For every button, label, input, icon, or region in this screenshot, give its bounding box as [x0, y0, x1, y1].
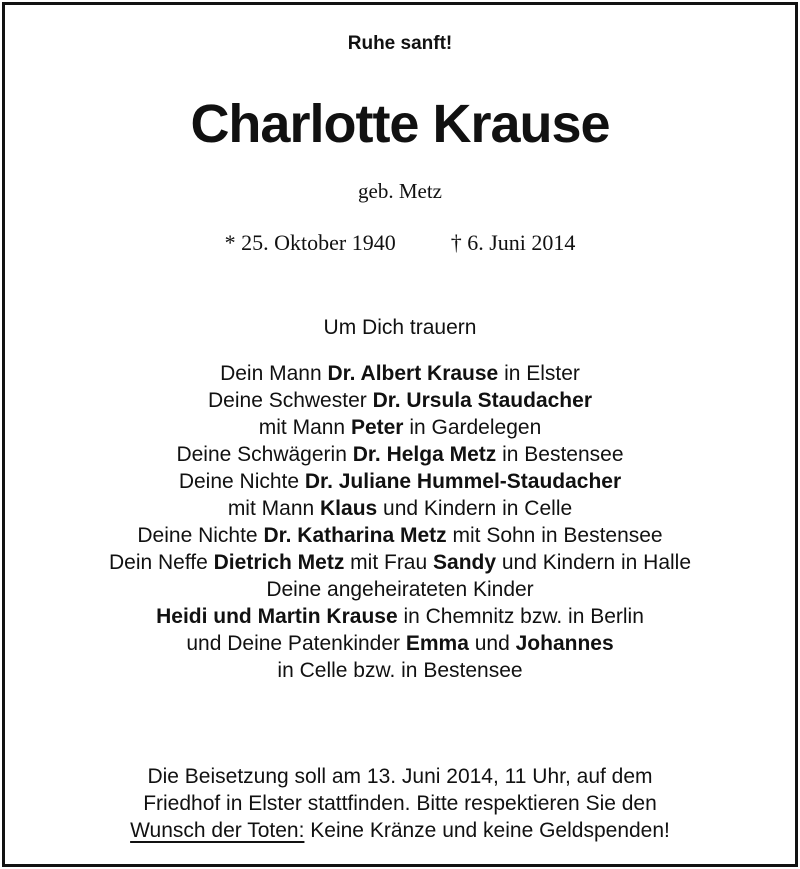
mourning-intro: Um Dich trauern: [323, 316, 477, 339]
mourner-line: [5, 387, 795, 414]
birth-date: * 25. Oktober 1940: [224, 230, 396, 255]
mourner-name: Dr. Helga Metz: [352, 443, 497, 466]
mourner-line: [5, 576, 795, 603]
notice-line: Die Beisetzung soll am 13. Juni 2014, 11 Uhr, auf dem: [147, 765, 653, 788]
greeting: Ruhe sanft!: [347, 33, 453, 54]
notice-line: Friedhof in Elster stattfinden. Bitte respektieren Sie den: [143, 792, 657, 815]
mourner-name: Klaus: [320, 497, 378, 520]
mourner-line: [5, 468, 795, 495]
mourner-text: Dein Mann: [220, 362, 328, 385]
funeral-notice: [5, 763, 795, 844]
mourner-name: Heidi und Martin Krause: [156, 605, 398, 628]
mourner-text: mit Mann: [227, 497, 321, 520]
mourner-text: in Chemnitz bzw. in Berlin: [397, 605, 644, 628]
mourner-name: Dr. Albert Krause: [327, 362, 499, 385]
mourner-name: Dr. Juliane Hummel-Staudacher: [304, 470, 622, 493]
mourner-line: [5, 549, 795, 576]
mourner-text: in Gardelegen: [403, 416, 542, 439]
mourner-line: [5, 603, 795, 630]
mourner-text: in Elster: [498, 362, 580, 385]
notice-underlined-text: Wunsch der Toten:: [130, 819, 305, 842]
mourner-line: [5, 441, 795, 468]
mourner-text: und Deine Patenkinder: [186, 632, 406, 655]
mourner-text: und Kindern in Halle: [496, 551, 692, 574]
mourner-text: Deine Nichte: [178, 470, 305, 493]
mourner-name: Dr. Ursula Staudacher: [372, 389, 592, 412]
mourner-name: Emma: [405, 632, 469, 655]
mourner-line: [5, 360, 795, 387]
mourner-text: Deine Schwester: [208, 389, 373, 412]
mourner-text: Deine Nichte: [137, 524, 264, 547]
life-dates: [5, 230, 795, 256]
birth-name: geb. Metz: [358, 179, 442, 203]
mourner-name: Sandy: [433, 551, 497, 574]
mourner-name: Peter: [350, 416, 404, 439]
mourner-name: Dietrich Metz: [213, 551, 345, 574]
mourner-text: mit Frau: [344, 551, 434, 574]
mourners-list: [5, 360, 795, 684]
mourner-text: in Bestensee: [496, 443, 624, 466]
notice-text: Keine Kränze und keine Geldspenden!: [304, 819, 670, 842]
mourner-text: Deine Schwägerin: [176, 443, 353, 466]
death-date: † 6. Juni 2014: [450, 230, 576, 255]
mourner-name: Johannes: [515, 632, 614, 655]
notice-line: [5, 817, 795, 844]
mourner-line: [5, 495, 795, 522]
mourner-line: [5, 657, 795, 684]
mourner-text: und: [468, 632, 516, 655]
mourner-line: [5, 414, 795, 441]
mourner-text: Deine angeheirateten Kinder: [266, 578, 534, 601]
mourner-line: [5, 522, 795, 549]
mourner-text: Dein Neffe: [108, 551, 214, 574]
mourner-line: [5, 630, 795, 657]
mourner-text: und Kindern in Celle: [377, 497, 573, 520]
mourner-name: Dr. Katharina Metz: [263, 524, 447, 547]
mourner-text: mit Sohn in Bestensee: [446, 524, 663, 547]
obituary-frame: [2, 2, 798, 867]
mourner-text: mit Mann: [258, 416, 351, 439]
deceased-name: Charlotte Krause: [190, 94, 610, 154]
mourner-text: in Celle bzw. in Bestensee: [277, 659, 523, 682]
